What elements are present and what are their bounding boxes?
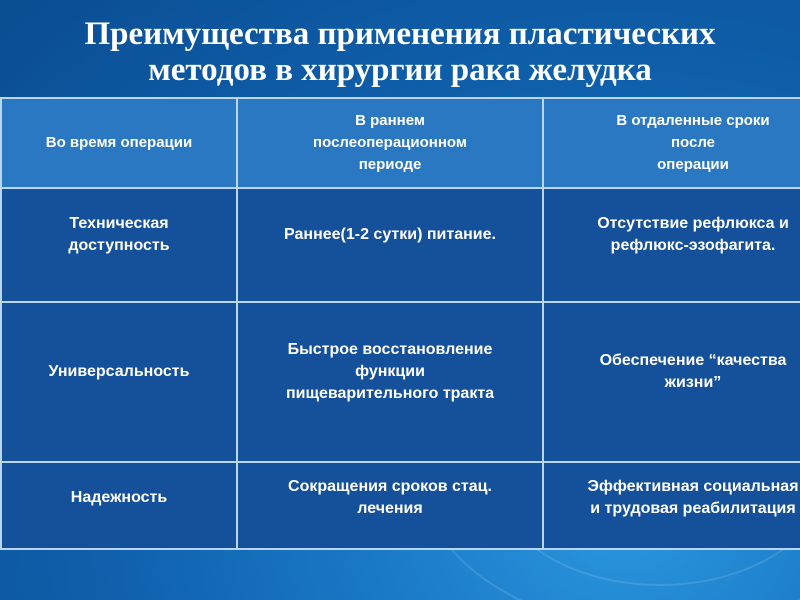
advantages-table xyxy=(0,97,800,550)
table-cell: Надежность xyxy=(1,462,237,549)
table-cell: Быстрое восстановление функции пищеварительного тракта xyxy=(237,302,543,462)
table-row xyxy=(1,188,800,302)
table-cell: Отсутствие рефлюкса и рефлюкс-эзофагита. xyxy=(543,188,800,302)
title-line-1: Преимущества применения пластических xyxy=(84,16,716,52)
table-cell: Раннее(1-2 сутки) питание. xyxy=(237,188,543,302)
table-row xyxy=(1,302,800,462)
header-cell-during-operation: Во время операции xyxy=(1,98,237,188)
slide-title xyxy=(0,16,800,88)
table-cell: Сокращения сроков стац. лечения xyxy=(237,462,543,549)
table-header-row xyxy=(1,98,800,188)
table-cell: Эффективная социальная и трудовая реабилитация xyxy=(543,462,800,549)
table-cell: Техническая доступность xyxy=(1,188,237,302)
table-cell: Универсальность xyxy=(1,302,237,462)
header-cell-long-term: В отдаленные сроки после операции xyxy=(543,98,800,188)
table-row xyxy=(1,462,800,549)
table-cell: Обеспечение “качества жизни” xyxy=(543,302,800,462)
header-cell-early-postop: В раннем послеоперационном периоде xyxy=(237,98,543,188)
title-line-2: методов в хирургии рака желудка xyxy=(148,52,652,88)
